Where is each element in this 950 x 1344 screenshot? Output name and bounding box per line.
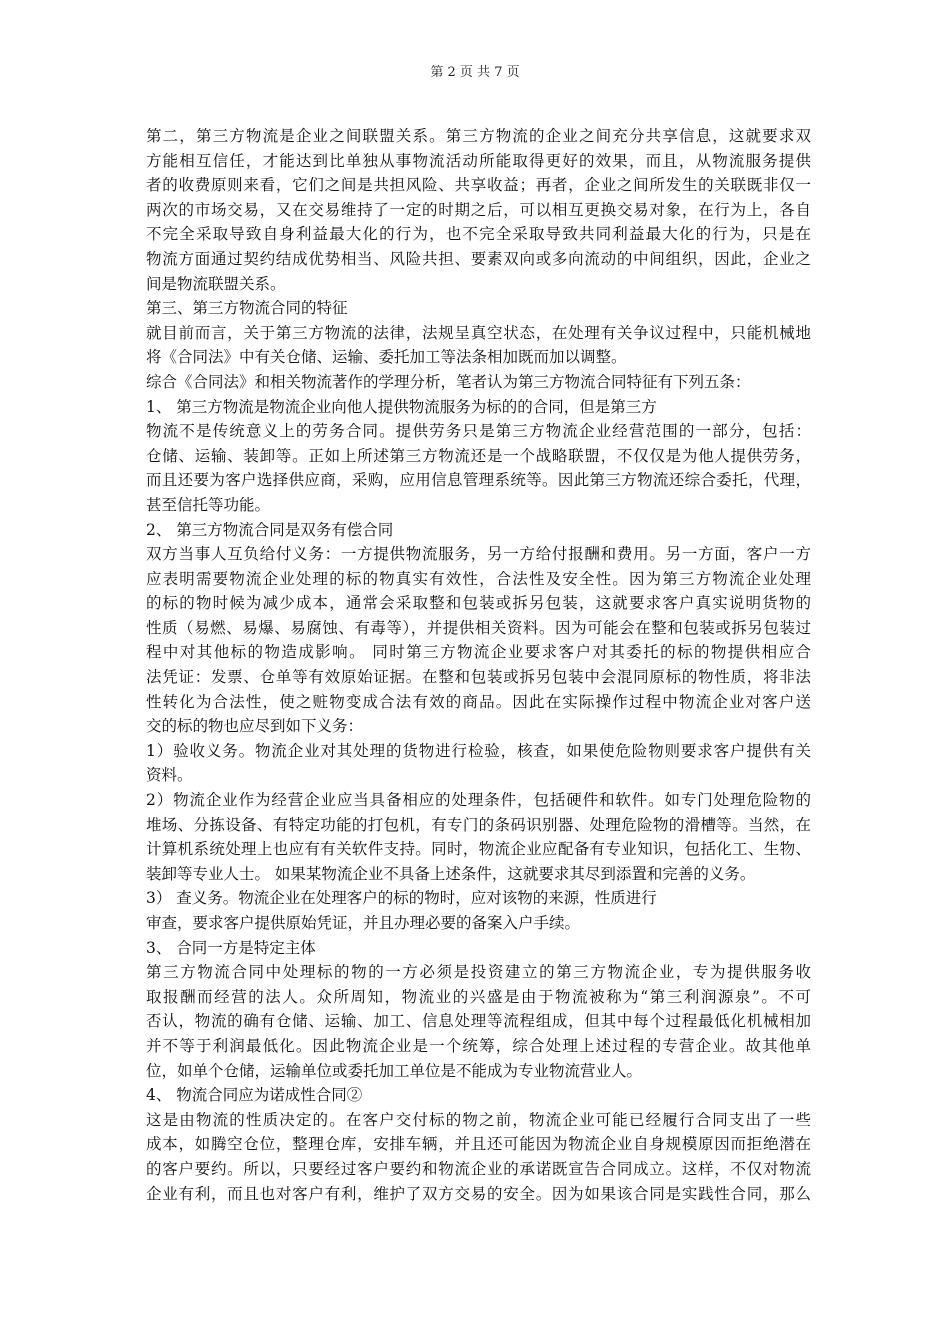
text-line: 第三方物流合同中处理标的物的一方必须是投资建立的第三方物流企业，专为提供服务收 xyxy=(146,963,811,982)
text-line: 第二，第三方物流是企业之间联盟关系。第三方物流的企业之间充分共享信息，这就要求双 xyxy=(146,127,811,145)
text-line: 的标的物时候为减少成本，通常会采取整和包装或拆另包装，这就要求客户真实说明货物的 xyxy=(146,594,811,613)
text-line: 性质（易燃、易爆、易腐蚀、有毒等），并提供相关资料。因为可能会在整和包装或拆另包装过 xyxy=(146,618,811,637)
text-line: 并不等于利润最低化。因此物流企业是一个统筹，综合处理上述过程的专营企业。故其他单 xyxy=(146,1036,811,1055)
text-line: 企业有利，而且也对客户有利，维护了双方交易的安全。因为如果该合同是实践性合同，那么 xyxy=(146,1184,811,1203)
text-line: 将《合同法》中有关仓储、运输、委托加工等法条相加既而加以调整。 xyxy=(146,348,627,367)
text-line: 1）验收义务。物流企业对其处理的货物进行检验，核查，如果使危险物则要求客户提供有关 xyxy=(146,741,811,760)
text-line: 2、 第三方物流合同是双务有偿合同 xyxy=(146,520,394,539)
text-line: 堆场、分拣设备、有特定功能的打包机，有专门的条码识别器、处理危险物的滑槽等。当然，在 xyxy=(146,815,811,834)
text-line: 位，如单个仓储，运输单位或委托加工单位是不能成为专业物流营业人。 xyxy=(146,1061,643,1080)
text-line: 4、 物流合同应为诺成性合同② xyxy=(146,1086,363,1105)
text-line: 取报酬而经营的法人。众所周知，物流业的兴盛是由于物流被称为“第三利润源泉”。不可 xyxy=(146,987,811,1006)
text-line: 资料。 xyxy=(146,766,193,785)
text-line: 方能相互信任，才能达到比单独从事物流活动所能取得更好的效果，而且，从物流服务提供 xyxy=(146,151,811,170)
text-line: 装卸等专业人士。 如果某物流企业不具备上述条件，这就要求其尽到添置和完善的义务。 xyxy=(146,864,756,883)
text-line: 性转化为合法性，使之赃物变成合法有效的商品。因此在实际操作过程中物流企业对客户送 xyxy=(146,692,811,711)
text-line: 物流方面通过契约结成优势相当、风险共担、要素双向或多向流动的中间组织，因此，企业之 xyxy=(146,249,811,268)
text-line: 3） 查义务。物流企业在处理客户的标的物时，应对该物的来源，性质进行 xyxy=(146,889,657,908)
text-line: 间是物流联盟关系。 xyxy=(146,274,286,293)
text-line: 成本，如腾空仓位，整理仓库，安排车辆，并且还可能因为物流企业自身规模原因而拒绝潜在 xyxy=(146,1135,811,1154)
text-line: 者的收费原则来看，它们之间是共担风险、共享收益；再者，企业之间所发生的关联既非仅一 xyxy=(146,176,811,195)
text-line: 应表明需要物流企业处理的标的物真实有效性，合法性及安全性。因为第三方物流企业处理 xyxy=(146,569,811,588)
text-line: 计算机系统处理上也应有有关软件支持。同时，物流企业应配备有专业知识，包括化工、生物、 xyxy=(146,840,811,859)
text-line: 不完全采取导致自身利益最大化的行为，也不完全采取导致共同利益最大化的行为，只是在 xyxy=(146,225,811,244)
text-line: 物流不是传统意义上的劳务合同。提供劳务只是第三方物流企业经营范围的一部分，包括： xyxy=(146,422,811,441)
document-body xyxy=(146,124,811,1206)
text-line: 综合《合同法》和相关物流著作的学理分析，笔者认为第三方物流合同特征有下列五条： xyxy=(146,372,751,391)
page-indicator: 第 2 页 共 7 页 xyxy=(430,65,520,80)
text-line: 而且还要为客户选择供应商，采购，应用信息管理系统等。因此第三方物流还综合委托，代理， xyxy=(146,471,811,490)
text-line: 第三、第三方物流合同的特征 xyxy=(146,299,348,318)
text-line: 2）物流企业作为经营企业应当具备相应的处理条件，包括硬件和软件。如专门处理危险物的 xyxy=(146,791,811,810)
text-line: 甚至信托等功能。 xyxy=(146,495,271,514)
text-line: 的客户要约。所以，只要经过客户要约和物流企业的承诺既宣告合同成立。这样，不仅对物流 xyxy=(146,1159,811,1178)
text-line: 两次的市场交易，又在交易维持了一定的时期之后，可以相互更换交易对象，在行为上，各自 xyxy=(146,200,811,219)
text-line: 审查，要求客户提供原始凭证，并且办理必要的备案入户手续。 xyxy=(146,914,581,932)
text-line: 1、 第三方物流是物流企业向他人提供物流服务为标的的合同，但是第三方 xyxy=(146,397,657,416)
text-line: 这是由物流的性质决定的。在客户交付标的物之前，物流企业可能已经履行合同支出了一些 xyxy=(146,1110,811,1129)
text-line: 法凭证：发票、仓单等有效原始证据。在整和包装或拆另包装中会混同原标的物性质，将非法 xyxy=(146,668,811,687)
text-line: 双方当事人互负给付义务：一方提供物流服务，另一方给付报酬和费用。另一方面，客户一方 xyxy=(146,545,811,564)
text-line: 程中对其他标的物造成影响。 同时第三方物流企业要求客户对其委托的标的物提供相应合 xyxy=(146,643,811,662)
text-line: 仓储、运输、装卸等。正如上所述第三方物流还是一个战略联盟，不仅仅是为他人提供劳务， xyxy=(146,446,811,465)
text-line: 3、 合同一方是特定主体 xyxy=(146,938,316,957)
text-line: 就目前而言，关于第三方物流的法律，法规呈真空状态，在处理有关争议过程中，只能机械地 xyxy=(146,323,811,342)
text-line: 否认，物流的确有仓储、运输、加工、信息处理等流程组成，但其中每个过程最低化机械相加 xyxy=(146,1012,811,1031)
text-line: 交的标的物也应尽到如下义务： xyxy=(146,717,364,736)
